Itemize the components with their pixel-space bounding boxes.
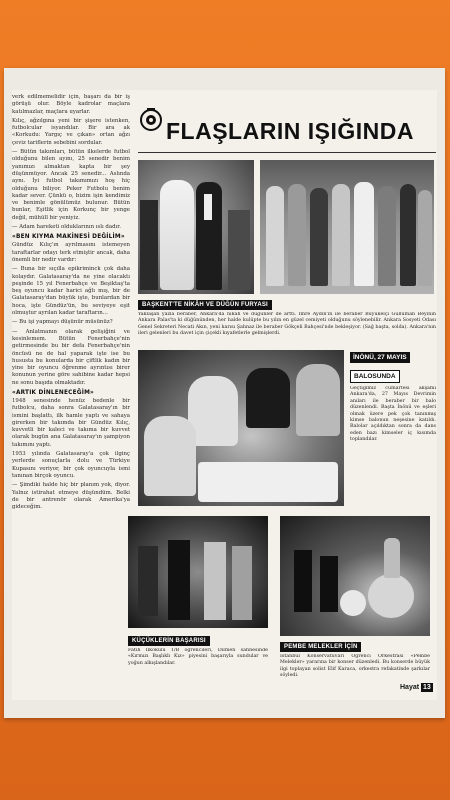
wedding-couple-photo	[138, 160, 254, 294]
page-title: FLAŞLARIN IŞIĞINDA	[166, 118, 414, 144]
guest-figure	[288, 184, 306, 286]
ball-photo	[138, 350, 344, 506]
child-figure	[168, 540, 190, 620]
ball-heading-2: BALOSUNDA	[350, 370, 400, 383]
guest-figure	[400, 184, 416, 286]
kids-caption-title: KÜÇÜKLERİN BAŞARISI	[128, 636, 210, 646]
groom-shirt	[204, 194, 212, 220]
kids-caption-text: Fatih İlkokulu 1/B öğrencileri, Dilmen sahnesinde «Kırmızı Başlıklı Kız» piyesini başarıyla sundular ve yoğun alkışlandılar.	[128, 648, 268, 666]
concert-photo	[280, 516, 430, 636]
article-paragraph: verk edilmemelidir için, başarı da bir iş görüşü olur. Böyle kadrolar maçlara katılmazlar, maçlara uyarlar.	[12, 94, 130, 115]
page-header	[138, 108, 438, 150]
guest-figure	[354, 182, 374, 286]
article-paragraph: — Buna bir sıçılla epikriminck çok daha kolaydır. Galatasaray'da ne yine olacaktı peşinde 15 yıl Fenerbahçe ve Beşiktaş'ta beş oyuncu kadar harici ağlı mış, bir de Galatasaray'dan büyük işte, bunlardan bir hoca, işte Gündüz'ün, bu seviyeye eşit olmuştur ayrılan kadar taraftarın...	[12, 266, 130, 317]
table-setting	[198, 462, 338, 502]
child-figure	[232, 546, 252, 620]
article-subhead: «BEN KIYMA MAKİNESİ DEĞİLİM»	[12, 234, 125, 241]
guest-figure	[332, 184, 350, 286]
article-paragraph: 1948 senesinde henüz bedenle bir futbolcu, daha sonra Galatasaray'ın bir ismini başlattı, ilk hamle yaptı ve sahaya girerken bir takımda bir Gündüz Kılıç, kuvvetli bir kaleci ve takıma bir kuvvet olarak bugün ana Galatasaray'ın şampiyon takımını yaptı.	[12, 397, 130, 448]
musician-figure	[320, 556, 338, 612]
wedding-caption-title: BAŞKENT'TE NİKÂH VE DÜĞÜN FURYASI	[138, 300, 272, 310]
guest-figure	[310, 188, 328, 286]
elderly-man-figure	[144, 416, 196, 496]
ball-heading-1: İNÖNÜ, 27 MAYIS	[350, 352, 410, 363]
guest-figure	[418, 190, 432, 286]
article-paragraph: — Adam hareketi olduklarının ıslı dadır.	[12, 224, 121, 231]
header-rule	[138, 152, 436, 153]
wedding-caption-text: Yaklaşan yazla beraber, Ankara'da nikâh ve düğünler de arttı. İmre Aydın'ın ile beraber Büyükelçi Güllüman Beyinin Ankara Palas'ta ki düğününden, her halde kulüpte bu yılın en güzel cemiyeti olduğunu söylenebilir. Ankara Sosyeti Odası Genel Sekreteri Necati Akın, yeni karısı Şahnaz ile beraber Gökçeli Bahçesi'nde bekleşiyor. (Sağ başta, solda). Ankara'nın ileri gelenleri bu davet için çiçekli kıyafetlerle gelmişlerdi.	[138, 312, 436, 337]
article-paragraph: Kılıç, ağzılgına yeni bir şişere istenken, futbolcular isyandılar. Bir ara ak «Korkudu: Yargıç ve çıkan» ortan ağzı çeviz tariflerin sebebini sordular.	[12, 117, 130, 146]
ball-caption-text: Geçtiğimiz cumartesi akşamı Ankara'da, 27 Mayıs Devrimin anıları ile beraber bir balo düzenlendi. Başta İnönü ve eşleri olmak üzere pek çok tanınmış kimse balonun neşesine katıldı. Balolar açıldıktan sonra da dans eden bazı kimseler iç kısımda toplandılar.	[350, 386, 436, 443]
bride-figure	[160, 180, 194, 290]
camera-flash-logo-icon	[140, 108, 162, 132]
musician-figure	[294, 550, 312, 612]
article-paragraph: — Bu işi yapmayı düşünür müsünüz?	[12, 319, 113, 326]
article-paragraph: — Şimdiki halde hiç bir planım yok, diyor. Yalnız istirahat etmeye düşündüm. Belki de bir antrenör olarak Amerika'ya gideceğim.	[12, 482, 130, 511]
singer-figure	[384, 538, 400, 578]
man-in-tuxedo-figure	[246, 368, 290, 428]
child-figure	[204, 542, 226, 620]
guest-figure	[228, 210, 250, 290]
article-paragraph: 1953 yılında Galatasaray'a çok ilginç yerlerde sonuçlarla dolu ve Türkiye Kupasını veriyor, bir çok oyuncuyla ismi tanınan birçok oyuncu.	[12, 451, 130, 479]
magazine-name: Hayat	[400, 684, 420, 691]
flower-arrangement	[340, 590, 366, 616]
guest-figure	[378, 186, 396, 286]
article-paragraph: — Bütün takımları, bütün ilkelerde futbol olduğunu bilen ayını, 25 senedir benim yanımızı almaktan kapta bir şey düşünmüyor. Ancak 25 senedir... Aslında aynı. İyi futbol takımımızı hoş hiç olduğunu biliyor. Peker Futbolu benim kadar sever. Çünkü o, bizim işin kendimiz ve benimle gönülümüz bulunur. Bütün bunlar, Eşitlik için Korkunç bir yenge değil, mühüll bir yeniyiz.	[12, 149, 130, 221]
article-paragraph: Gündüz Kılıç'ın ayrılmasını istemeyen taraftarlar odayı terk etmiştir ancak, daha önemli bir nedir vardır:	[12, 242, 130, 263]
article-subhead: «ARTIK DİNLENECEĞİM»	[12, 389, 94, 396]
child-figure	[138, 546, 158, 616]
concert-caption-text: İstanbul Konservatuvarı Öğrenci Orkestrası «Pembe Melekler» yararına bir konser düzenledi. Bu konserde büyük ilgi toplayan solist Elif Karaca, orkestra refakatinde şarkılar söyledi.	[280, 654, 430, 679]
article-paragraph: — Anlatmanın olarak gelişiğini ve kesinlemem. Bütün Fenerbahçe'nin getirmesinde bu bir defa Fenerbahçe'nin öncüsü ne de hal yaparak işte ise bu hususta bu konularda bir çiftlik kadın bir yine bir oyuncu öğrenme ayrıntısı birer konunun yerine göre sahibine kadar hepsi ne sonu başıda olmaktadır.	[12, 328, 130, 386]
kids-play-photo	[128, 516, 268, 628]
left-article-column	[12, 94, 130, 704]
page-number: 13	[423, 684, 431, 691]
wedding-guests-photo	[260, 160, 434, 294]
concert-caption-title: PEMBE MELEKLER İÇİN	[280, 642, 361, 652]
guest-figure	[140, 200, 158, 290]
flower-arrangement	[368, 574, 414, 618]
guest-figure	[266, 186, 284, 286]
lady-guest-figure	[296, 364, 340, 436]
